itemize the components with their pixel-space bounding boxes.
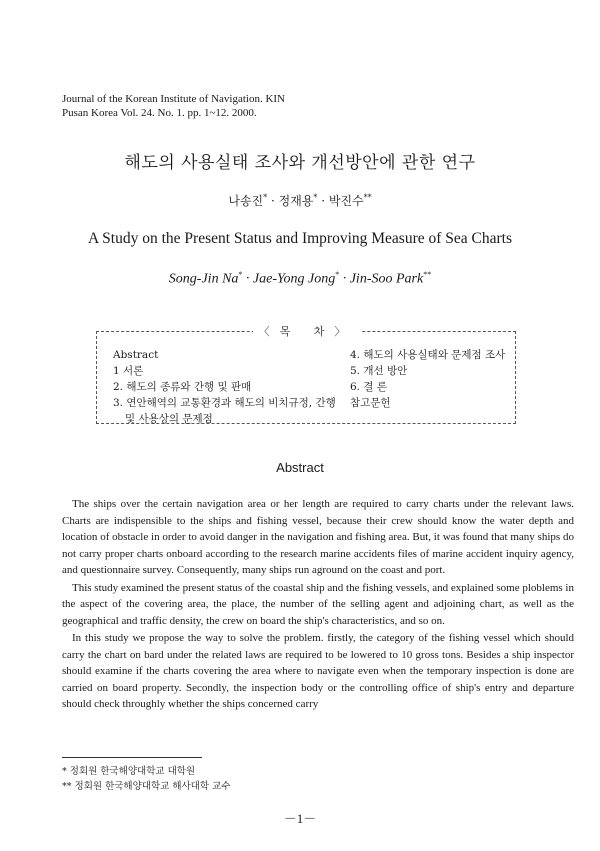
author-en-1: Song-Jin Na bbox=[168, 271, 239, 287]
abstract-body bbox=[62, 496, 574, 714]
abstract-paragraph: In this study we propose the way to solve the problem. firstly, the category of the fishing vessel which should carry the chart on bard under the related laws are required to be lowered to 10 gross tons. Besides a ship inspector should examine if the charts covering the area where to navigate even when the temporary inspection is done are carried on board property. Secondly, the inspection body or the controlling office of ship's entry and departure should check throughly whether the ships concerned carry bbox=[62, 632, 574, 710]
author-en-1-mark: * bbox=[238, 270, 243, 279]
title-korean: 해도의 사용실태 조사와 개선방안에 관한 연구 bbox=[124, 153, 476, 173]
authors-korean: 나송진* · 정재용* · 박진수** bbox=[228, 193, 372, 208]
abstract-paragraph: The ships over the certain navigation area or her length are required to carry charts under the relevant laws. Charts are indispensible to the ships and fishing vessel, because their crew should know the water depth and location of obstacle in order to avoid danger in the navigation and fishing area. But, it was found that many ships do not carry proper charts onboard according to the research marine accidents files of marine accident inquiry agency, and questionnaire survey. Consequently, many ships run aground on the coast and port. bbox=[62, 498, 574, 576]
journal-line-2: Pusan Korea Vol. 24. No. 1. pp. 1~12. 2000. bbox=[62, 107, 257, 119]
footnote: ** 정회원 한국해양대학교 해사대학 교수 bbox=[62, 781, 231, 792]
toc-item: 3. 연안해역의 교통환경과 해도의 비치규정, 간행 bbox=[113, 397, 336, 409]
toc-left-column bbox=[113, 347, 336, 427]
author-ko-3-mark: ** bbox=[363, 193, 372, 202]
toc-item: 4. 해도의 사용실태와 문제점 조사 bbox=[350, 349, 506, 361]
author-en-2: Jae-Yong Jong bbox=[252, 271, 336, 287]
toc-item: 2. 해도의 종류와 간행 및 판매 bbox=[113, 381, 252, 393]
toc-item: 1 서론 bbox=[113, 365, 144, 377]
toc-right-column bbox=[350, 347, 515, 411]
author-ko-2-mark: * bbox=[313, 193, 318, 202]
author-en-3-mark: ** bbox=[423, 270, 432, 279]
toc-item: 5. 개선 방안 bbox=[350, 365, 408, 377]
toc-item: 및 사용상의 문제점 bbox=[125, 413, 213, 425]
footnotes bbox=[62, 764, 230, 794]
authors-english: Song-Jin Na* · Jae-Yong Jong* · Jin-Soo Park** bbox=[168, 270, 432, 287]
footnote: * 정회원 한국해양대학교 대학원 bbox=[62, 766, 196, 777]
author-ko-1-mark: * bbox=[263, 193, 268, 202]
journal-line-1: Journal of the Korean Institute of Navigation. KIN bbox=[62, 93, 285, 105]
toc-item: 참고문헌 bbox=[350, 397, 391, 409]
toc-heading: 〈목 차〉 bbox=[253, 325, 362, 338]
author-en-3: Jin-Soo Park bbox=[349, 271, 424, 287]
table-of-contents bbox=[96, 325, 516, 425]
toc-item: Abstract bbox=[113, 349, 159, 361]
author-ko-3: 박진수 bbox=[328, 194, 364, 208]
page-number: －1－ bbox=[283, 811, 317, 826]
author-ko-1: 나송진 bbox=[228, 194, 264, 208]
footnote-divider bbox=[62, 757, 202, 758]
journal-citation bbox=[62, 92, 285, 120]
author-ko-2: 정재용 bbox=[278, 194, 314, 208]
toc-item: 6. 결 론 bbox=[350, 381, 387, 393]
author-en-2-mark: * bbox=[335, 270, 340, 279]
title-english: A Study on the Present Status and Improving Measure of Sea Charts bbox=[87, 230, 513, 247]
abstract-paragraph: This study examined the present status of the coastal ship and the fishing vessels, and explained some ploblems in the aspect of the covering area, the place, the number of the selling agent and adjoining chart, as well as the geographical and traffic density, the crew on board the ship's characteristics, and so on. bbox=[62, 581, 574, 627]
abstract-heading: Abstract bbox=[276, 460, 324, 475]
